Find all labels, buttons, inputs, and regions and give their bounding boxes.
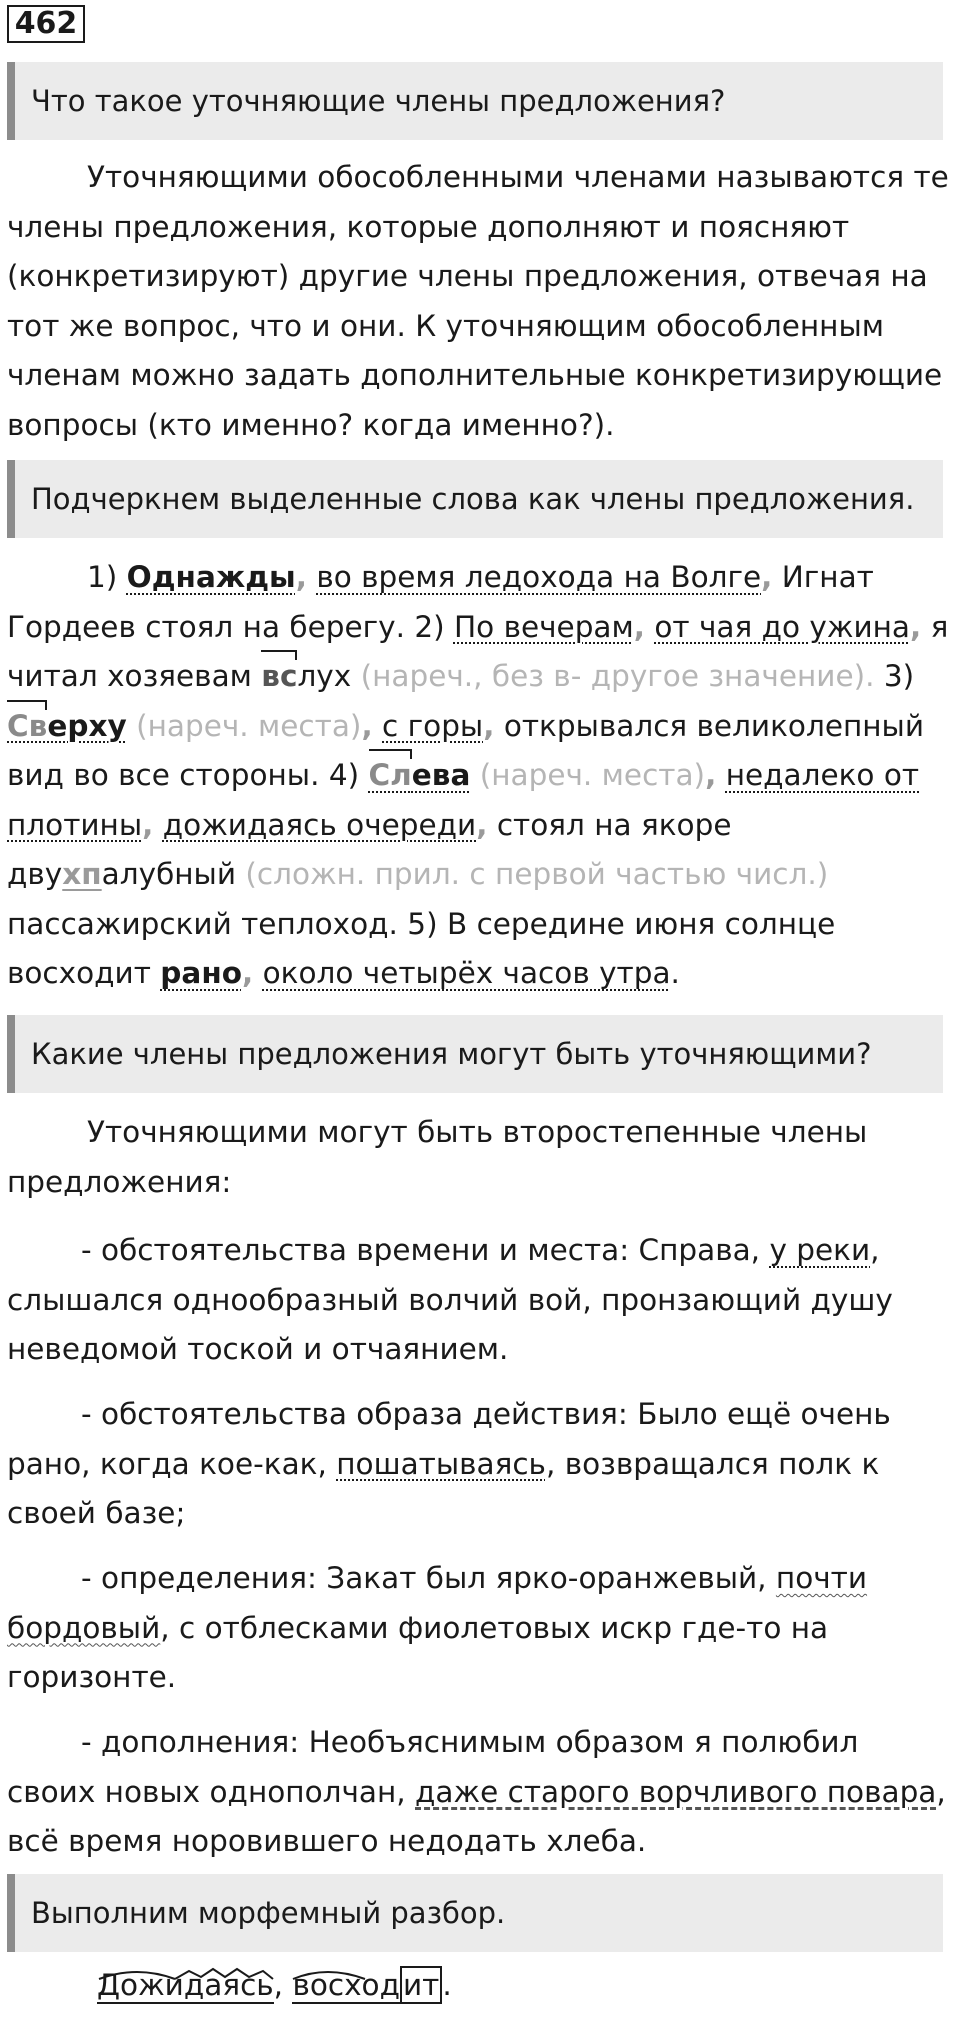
comma-mark: , (633, 609, 645, 644)
list-item-time-place: - обстоятельства времени и места: Справа, у реки, слышался однообразный волчий вой, пронзающий душу неведомой тоской и отчаянием. (7, 1233, 893, 1366)
list-item-object: - дополнения: Необъяснимым образом я полюбил своих новых однополчан, даже старого ворчливого повара, всё время норовившего недодать хлеба. (7, 1725, 946, 1858)
clarifying-adverbial: от чая до ужина (654, 609, 911, 644)
question-text: Какие члены предложения могут быть уточняющими? (31, 1037, 872, 1071)
question-text: Выполним морфемный разбор. (31, 1896, 506, 1930)
morpheme-word: восход (292, 1968, 400, 2002)
sentence-text: Игнат Гордеев стоял на берегу. 2) (7, 560, 874, 644)
question-text: Подчеркнем выделенные слова как члены предложения. (31, 482, 915, 516)
root-arc (175, 1969, 273, 1979)
question-heading-morpheme (7, 1874, 943, 1952)
sentence-text: стоял на якоре дву (7, 807, 732, 891)
grammar-note: (нареч., без в- другое значение). (351, 659, 875, 693)
comma-mark: , (910, 609, 922, 644)
clarifying-adverbial: недалеко от плотины (7, 758, 920, 842)
clarifying-adverbial: около четырёх часов утра (262, 956, 671, 990)
comma-mark: , (483, 708, 495, 743)
adverbial-word: рано (160, 956, 242, 990)
clarifying-word: у реки (769, 1233, 871, 1267)
sentence-text: алубный (101, 857, 237, 891)
sentence-text: открывался великолепный вид во все стороны. 4) (7, 708, 925, 792)
clarifying-word: даже старого ворчливого повара (415, 1774, 937, 1809)
prefix-mark: Сл (368, 758, 412, 792)
question-heading-types (7, 1015, 943, 1093)
grammar-note: (нареч. места) (126, 708, 362, 743)
ending-box: ит (400, 1966, 442, 2004)
answer-text: Уточняющими обособленными членами называются те члены предложения, которые дополняют и поясняют (конкретизируют) другие члены предложения, отвечая на тот же вопрос, что и они. К уточняющим обособленным членам можно задать дополнительные конкретизирующие вопросы (кто именно? когда именно?). (7, 160, 949, 442)
answer-types (7, 1108, 952, 1207)
list-item-attribute: - определения: Закат был ярко-оранжевый, почти бордовый, с отблесками фиолетовых искр где-то на горизонте. (7, 1561, 868, 1694)
comma-mark: , (241, 956, 254, 990)
morpheme-word: Дожидаясь (97, 1968, 274, 2002)
question-text: Что такое уточняющие члены предложения? (31, 84, 726, 118)
task-number: 462 (7, 5, 85, 43)
list-item-manner: - обстоятельства образа действия: Было ещё очень рано, когда кое-как, пошатываясь, возвращался полк к своей базе; (7, 1397, 891, 1530)
comma-mark: , (476, 807, 488, 842)
sentence-text: пассажирский теплоход. 5) В середине июня солнце восходит (7, 906, 836, 990)
adverbial-word: Сверху (7, 708, 127, 743)
sentence-text: 3) (874, 659, 915, 693)
sentence-text: . (670, 956, 680, 990)
clarifying-adverbial: во время ледохода на Волге (316, 560, 762, 594)
grammar-note: (сложн. прил. с первой частью числ.) (236, 857, 829, 891)
adverbial-word: Однажды (126, 560, 296, 594)
participle-phrase: дожидаясь очереди (162, 807, 477, 842)
prefix-arc (99, 1972, 175, 1979)
comma-mark: , (142, 807, 154, 842)
grammar-note: (нареч. места) (470, 758, 706, 792)
sentence-text: лух (297, 659, 352, 693)
question-heading-underline (7, 460, 943, 538)
root-arc (293, 1972, 365, 1979)
comma-mark: , (761, 560, 773, 594)
sentences-analysis (7, 553, 952, 999)
adverbial-word: По вечерам (453, 609, 634, 644)
morpheme-marks (97, 1959, 467, 1983)
sentence-text: 1) (87, 560, 127, 594)
adverbial-word: Слева (368, 758, 471, 792)
prefix-mark: вс (261, 659, 298, 693)
clarifying-word: почти бордовый (7, 1561, 868, 1645)
prefix-mark: Св (7, 708, 48, 743)
comma-mark: , (295, 560, 307, 594)
clarifying-adverbial: с горы (382, 708, 484, 743)
comma-mark: , (361, 708, 373, 743)
morpheme-analysis: Дожидаясь, восход ит . (97, 1955, 452, 2015)
connecting-vowel-mark: хп (62, 857, 102, 891)
answer-text: Уточняющими могут быть второстепенные члены предложения: (7, 1115, 868, 1199)
answer-definition (7, 153, 952, 450)
comma-mark: , (705, 758, 717, 792)
sentence-text: я читал хозяевам (7, 609, 949, 693)
clarifying-word: пошатываясь (336, 1446, 546, 1481)
question-heading-definition (7, 62, 943, 140)
